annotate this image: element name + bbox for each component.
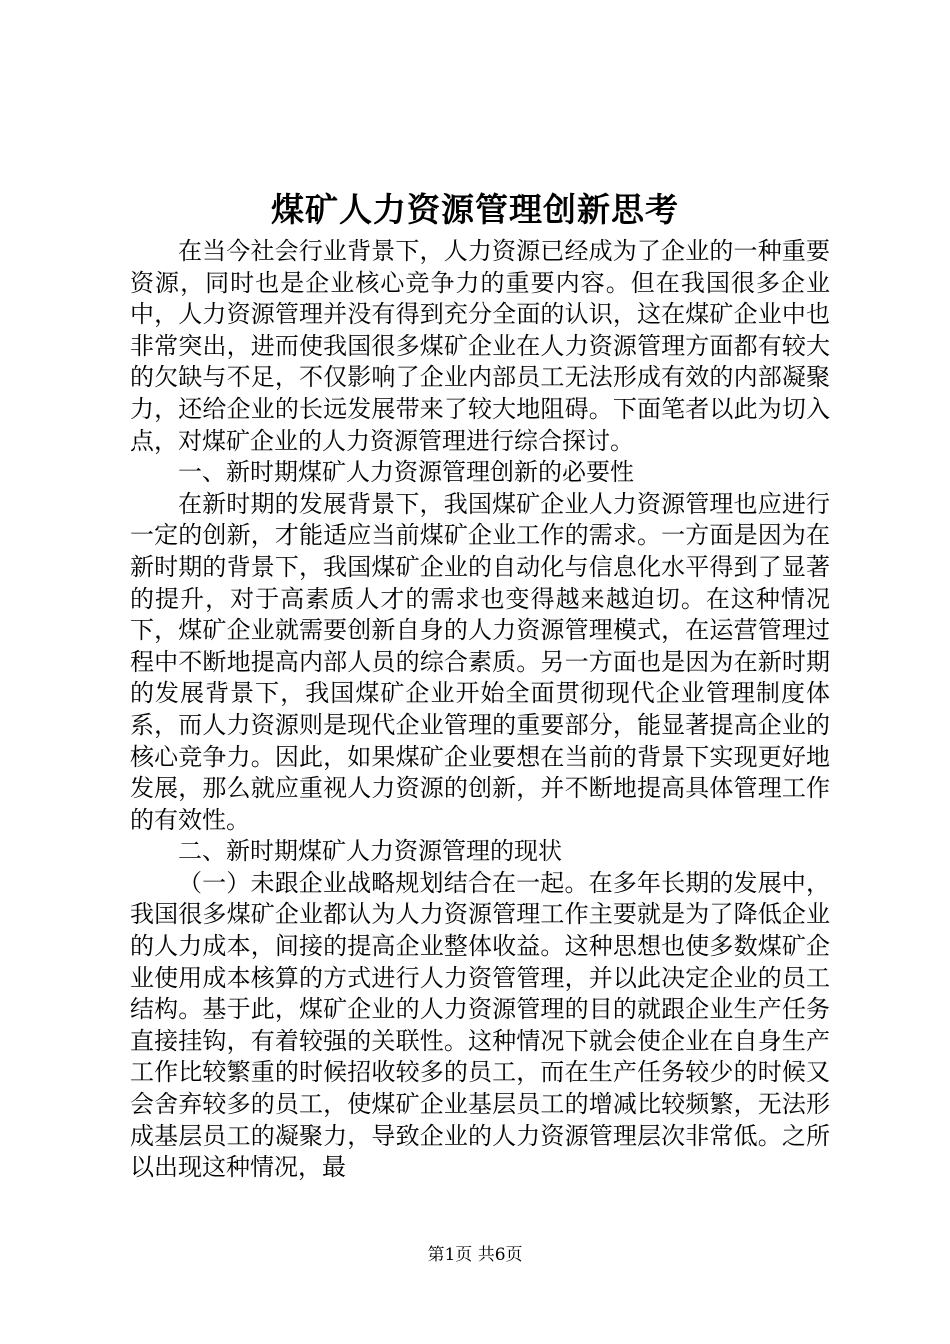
paragraph-intro: 在当今社会行业背景下，人力资源已经成为了企业的一种重要资源，同时也是企业核心竞争力的重要内容。但在我国很多企业中，人力资源管理并没有得到充分全面的认识，这在煤矿企业中也非常突出，进而使我国很多煤矿企业在人力资源管理方面都有较大的欠缺与不足，不仅影响了企业内部员工无法形成有效的内部凝聚力，还给企业的长远发展带来了较大地阻碍。下面笔者以此为切入点，对煤矿企业的人力资源管理进行综合探讨。: [130, 237, 830, 455]
section-heading-1: 一、新时期煤矿人力资源管理创新的必要性: [178, 458, 634, 487]
paragraph-status: （一）未跟企业战略规划结合在一起。在多年长期的发展中，我国很多煤矿企业都认为人力资源管理工作主要就是为了降低企业的人力成本，间接的提高企业整体收益。这种思想也使多数煤矿企业使用成本核算的方式进行人力资管管理，并以此决定企业的员工结构。基于此，煤矿企业的人力资源管理的目的就跟企业生产任务直接挂钩，有着较强的关联性。这种情况下就会使企业在自身生产工作比较繁重的时候招收较多的员工，而在生产任务较少的时候又会舍弃较多的员工，使煤矿企业基层员工的增减比较频繁，无法形成基层员工的凝聚力，导致企业的人力资源管理层次非常低。之所以出现这种情况，最: [130, 868, 830, 1182]
document-body: [130, 236, 830, 1184]
section-heading-2: 二、新时期煤矿人力资源管理的现状: [178, 837, 562, 866]
document-title: 煤矿人力资源管理创新思考: [271, 190, 679, 229]
page-footer: 第1页 共6页: [427, 1245, 523, 1265]
paragraph-necessity: 在新时期的发展背景下，我国煤矿企业人力资源管理也应进行一定的创新，才能适应当前煤矿企业工作的需求。一方面是因为在新时期的背景下，我国煤矿企业的自动化与信息化水平得到了显著的提升，对于高素质人才的需求也变得越来越迫切。在这种情况下，煤矿企业就需要创新自身的人力资源管理模式，在运营管理过程中不断地提高内部人员的综合素质。另一方面也是因为在新时期的发展背景下，我国煤矿企业开始全面贯彻现代企业管理制度体系，而人力资源则是现代企业管理的重要部分，能显著提高企业的核心竞争力。因此，如果煤矿企业要想在当前的背景下实现更好地发展，那么就应重视人力资源的创新，并不断地提高具体管理工作的有效性。: [130, 489, 830, 834]
